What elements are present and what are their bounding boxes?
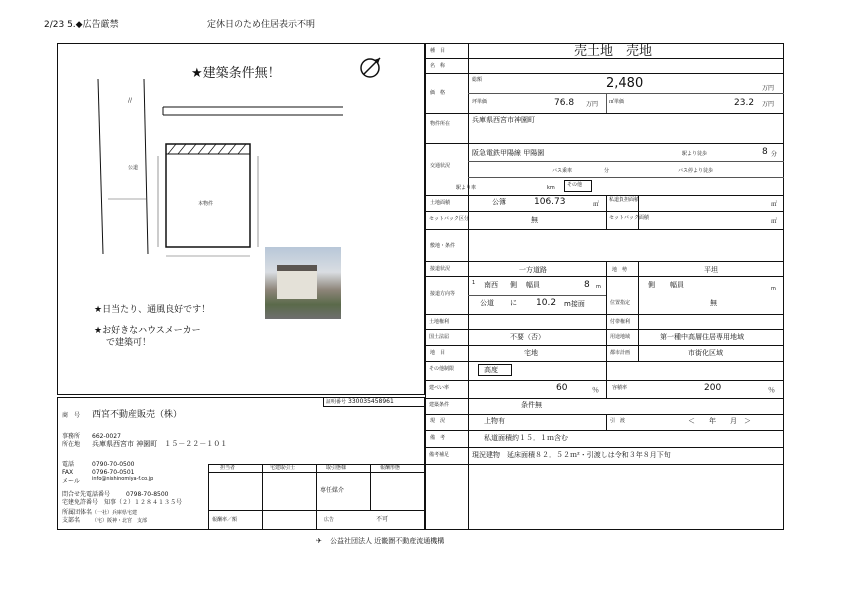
cert-label: 証明番号 bbox=[326, 399, 347, 405]
reconstruct-label: 国土法届 bbox=[429, 334, 450, 340]
zoning: 第一種中高層住居専用地域 bbox=[660, 333, 744, 341]
frontage-unit: m接面 bbox=[564, 300, 585, 308]
postal: 662-0027 bbox=[92, 433, 121, 440]
map-panel bbox=[57, 43, 425, 395]
name-label: 名 称 bbox=[430, 63, 446, 69]
assoc-label: 所属団体名 bbox=[62, 509, 93, 516]
contact-label: 接道状況 bbox=[430, 266, 451, 272]
tsubo-unit: 万円 bbox=[586, 101, 599, 108]
property-table bbox=[425, 43, 784, 530]
width-label: 幅員 bbox=[526, 281, 540, 289]
setback-area-label: セットバック面積 bbox=[609, 215, 649, 221]
contact: 一方道路 bbox=[519, 266, 547, 274]
property-photo bbox=[265, 247, 341, 319]
total-label: 総額 bbox=[472, 77, 483, 83]
license-label: 宅建免許番号 bbox=[62, 499, 99, 506]
building-cond-label: 建築条件 bbox=[429, 402, 450, 408]
feature-2: ★お好きなハウスメーカー bbox=[94, 326, 201, 336]
dir2-side: 側 bbox=[648, 281, 655, 289]
cert-no: 330035458961 bbox=[348, 398, 394, 405]
dir2-width-label: 幅員 bbox=[670, 281, 684, 289]
far-label: 容積率 bbox=[612, 385, 628, 391]
coverage-label: 建ぺい率 bbox=[429, 385, 450, 391]
license: 知事（２）１２８４１３５号 bbox=[104, 499, 183, 506]
inquiry-tel: 0798-70-8500 bbox=[126, 491, 169, 498]
page-info: 2/23 5.◆広告厳禁 bbox=[44, 20, 119, 30]
svg-text://: // bbox=[128, 97, 133, 104]
assoc: （一社）兵庫県宅建 bbox=[92, 510, 138, 516]
side-label: 側 bbox=[510, 281, 517, 289]
header-note: 定休日のため住居表示不明 bbox=[207, 20, 316, 30]
location: 兵庫県西宮市神園町 bbox=[472, 116, 535, 124]
type-label: 種 目 bbox=[430, 48, 446, 54]
fax-label: FAX bbox=[62, 469, 74, 476]
direction-label: 接道方向等 bbox=[430, 291, 456, 297]
road-spec-label: 位置指定 bbox=[610, 300, 631, 306]
road-ni: に bbox=[510, 299, 517, 307]
branch: （宅）阪神・北宮 支部 bbox=[92, 518, 148, 524]
reconstruct: 不要（否） bbox=[510, 333, 545, 341]
address-label: 所在地 bbox=[62, 441, 81, 448]
feature-3: で建築可！ bbox=[106, 338, 152, 348]
ad-label: 広告 bbox=[324, 517, 335, 523]
broker-address: 兵庫県西宮市 神園町 １５－２２－１０１ bbox=[92, 440, 228, 448]
train-line: 阪急電鉄甲陽線 甲陽園 bbox=[472, 149, 545, 157]
walk-unit: 分 bbox=[771, 151, 778, 158]
landuse: 宅地 bbox=[524, 349, 538, 357]
footer-logo-icon: ✈ bbox=[316, 537, 322, 545]
status: 上物有 bbox=[484, 417, 505, 425]
road-label: 公道 bbox=[128, 165, 139, 171]
property-type: 売土地 売地 bbox=[574, 44, 653, 59]
zoning-label: 用途地域 bbox=[610, 334, 631, 340]
city-plan: 市街化区域 bbox=[688, 349, 723, 357]
tel: 0790-70-0500 bbox=[92, 461, 135, 468]
dir-no: 1 bbox=[472, 280, 476, 286]
footer-org: 公益社団法人 近畿圏不動産流通機構 bbox=[330, 537, 445, 545]
coverage-unit: ％ bbox=[592, 386, 599, 394]
sqm-unit: 万円 bbox=[762, 101, 775, 108]
station-car-label: 駅より車 bbox=[456, 185, 477, 191]
office-label: 事務所 bbox=[62, 433, 81, 440]
km-unit: km bbox=[547, 185, 555, 191]
city-plan-label: 都市計画 bbox=[610, 350, 631, 356]
frontage: 10.2 bbox=[536, 298, 557, 308]
conditions-label: 敷地・条件 bbox=[430, 243, 456, 249]
ad-value: 不可 bbox=[376, 516, 389, 523]
far: 200 bbox=[704, 383, 722, 393]
broker-panel bbox=[57, 397, 425, 530]
tsubo-label: 坪単価 bbox=[472, 99, 488, 105]
restrict: 高度 bbox=[484, 366, 498, 374]
trade-name: 西宮不動産販売（株） bbox=[92, 410, 183, 420]
rights-label: 土地権利 bbox=[429, 319, 450, 325]
setback-area-unit: ㎡ bbox=[771, 218, 778, 225]
building-cond: 条件無 bbox=[521, 401, 542, 409]
terrain: 平坦 bbox=[704, 266, 718, 274]
grid-h3: 取引態様 bbox=[326, 465, 347, 471]
private-road-label: 私道負担面積 bbox=[609, 197, 640, 203]
remarks-label: 備 考 bbox=[430, 435, 446, 441]
private-road-unit: ㎡ bbox=[771, 201, 778, 208]
lot-label: 本物件 bbox=[198, 201, 214, 207]
tel-label: 電話 bbox=[62, 461, 75, 468]
remarks2-label: 備考補足 bbox=[429, 452, 450, 458]
total-price: 2,480 bbox=[606, 76, 644, 91]
walk-min: 8 bbox=[762, 147, 768, 157]
land-area-label: 土地面積 bbox=[430, 200, 451, 206]
landuse-label: 地 目 bbox=[430, 350, 446, 356]
sqm-label: ㎡単価 bbox=[609, 99, 625, 105]
branch-label: 支部名 bbox=[62, 517, 81, 524]
fax: 0796-70-0501 bbox=[92, 469, 135, 476]
dir: 南西 bbox=[484, 281, 498, 289]
total-unit: 万円 bbox=[762, 85, 775, 92]
bus-label: バス乗車 bbox=[552, 168, 573, 174]
inquiry-label: 問合せ先電話番号 bbox=[62, 491, 111, 498]
transport-label: 交通状況 bbox=[430, 163, 451, 169]
dir2-width-unit: m bbox=[771, 286, 776, 292]
mail-label: メール bbox=[62, 478, 80, 485]
lease-label: 付帯権利 bbox=[610, 319, 631, 325]
land-area-unit: ㎡ bbox=[593, 201, 600, 208]
bus-unit: 分 bbox=[604, 168, 610, 174]
handover: ＜ 年 月 ＞ bbox=[688, 417, 751, 425]
walk-label: 駅より徒歩 bbox=[682, 151, 708, 157]
other-label: その他 bbox=[567, 182, 583, 188]
setback-label: セットバック区分 bbox=[429, 216, 469, 222]
location-label: 物件所在 bbox=[430, 121, 451, 127]
handover-label: 引 渡 bbox=[610, 418, 626, 424]
setback: 無 bbox=[531, 216, 538, 224]
terrain-label: 地 勢 bbox=[612, 267, 628, 273]
grid-h1: 担当者 bbox=[220, 465, 236, 471]
mail: info@nishinomiya-f.co.jp bbox=[92, 476, 154, 482]
survey-type: 公簿 bbox=[492, 198, 506, 206]
reward-label: 報酬率／額 bbox=[212, 517, 238, 523]
remarks2: 現況建物 延床面積８２．５２ｍ²・引渡しは令和３年８月下旬 bbox=[472, 451, 671, 459]
restrict-label: その他制限 bbox=[429, 366, 455, 372]
road-type: 公道 bbox=[480, 299, 494, 307]
road-width: 8 bbox=[584, 280, 590, 290]
bus-stop-label: バス停より徒歩 bbox=[678, 168, 714, 174]
width-unit: m bbox=[596, 284, 601, 290]
sqm-price: 23.2 bbox=[734, 98, 755, 108]
status-label: 現 況 bbox=[430, 418, 446, 424]
remarks: 私道面積約１５．１ｍ含む bbox=[484, 434, 568, 442]
feature-1: ★日当たり、通風良好です！ bbox=[94, 305, 211, 315]
house-shape bbox=[277, 265, 317, 299]
road-spec: 無 bbox=[710, 299, 717, 307]
grid-h4: 報酬形態 bbox=[380, 465, 401, 471]
far-unit: ％ bbox=[768, 386, 775, 394]
trade-label: 商 号 bbox=[62, 412, 81, 419]
map-headline: ★建築条件無！ bbox=[191, 66, 281, 81]
tsubo-price: 76.8 bbox=[554, 98, 575, 108]
coverage: 60 bbox=[556, 383, 568, 393]
deal-type: 専任媒介 bbox=[320, 487, 345, 494]
land-area: 106.73 bbox=[534, 197, 566, 207]
grid-h2: 宅建取引士 bbox=[270, 465, 296, 471]
price-label: 価 格 bbox=[430, 90, 446, 96]
